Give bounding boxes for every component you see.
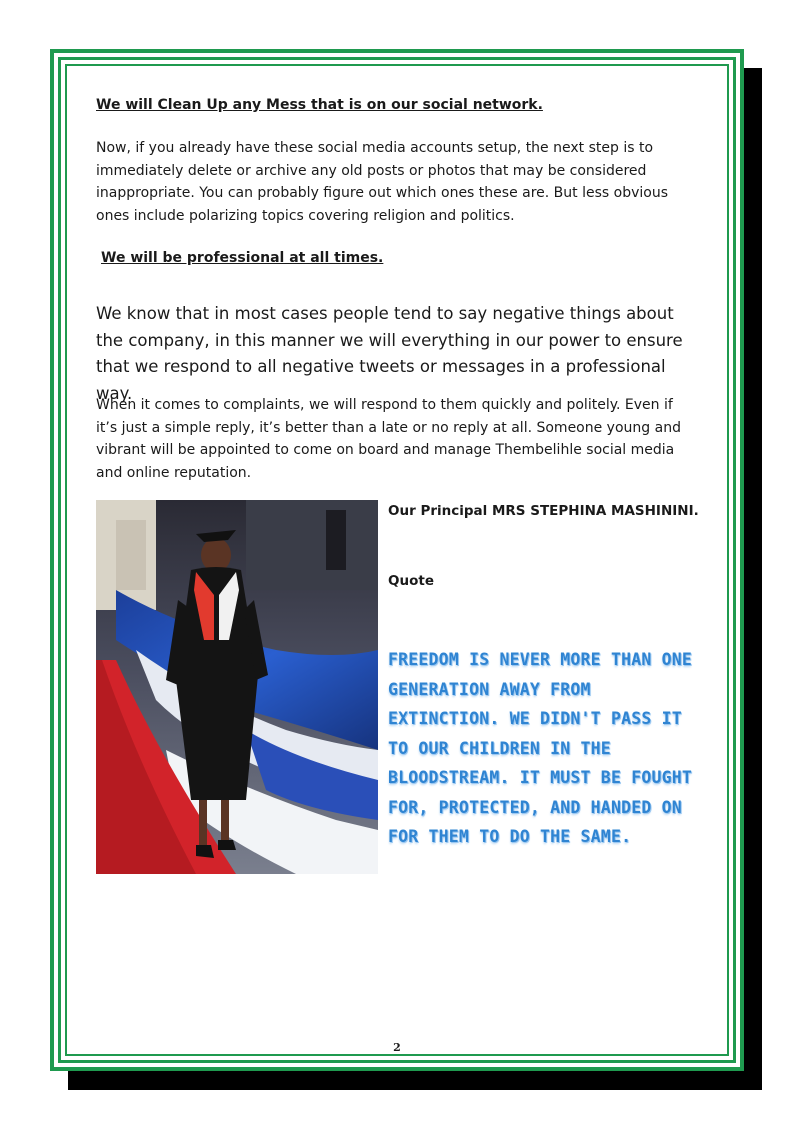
principal-photo <box>96 500 378 874</box>
quote-label: Quote <box>388 573 434 589</box>
section-heading-clean-up: We will Clean Up any Mess that is on our social network. <box>96 97 543 113</box>
quote-text: FREEDOM IS NEVER MORE THAN ONE GENERATION AWAY FROM EXTINCTION. WE DIDN'T PASS IT TO OUR CHILDREN IN THE BLOODSTREAM. IT MUST BE FOUGHT FOR, PROTECTED, AND HANDED ON FOR THEM TO DO THE SAME. <box>388 650 693 846</box>
paragraph-clean-up: Now, if you already have these social media accounts setup, the next step is to immediately delete or archive any old posts or photos that may be considered inappropriate. You can probably figure out which ones these are. But less obvious ones include polarizing topics covering religion and politics. <box>96 140 668 224</box>
section-heading-professional: We will be professional at all times. <box>101 250 384 266</box>
paragraph-professional-intro: We know that in most cases people tend to say negative things about the company, in this manner we will everything in our power to ensure that we respond to all negative tweets or messages in a professional way. <box>96 304 683 403</box>
page-number: 2 <box>393 1041 401 1054</box>
principal-caption: Our Principal MRS STEPHINA MASHININI. <box>388 503 699 519</box>
paragraph-complaints: When it comes to complaints, we will respond to them quickly and politely. Even if it’s just a simple reply, it’s better than a late or no reply at all. Someone young and vibrant will be appointed to come on board and manage Thembelihle social media and online reputation. <box>96 397 681 481</box>
